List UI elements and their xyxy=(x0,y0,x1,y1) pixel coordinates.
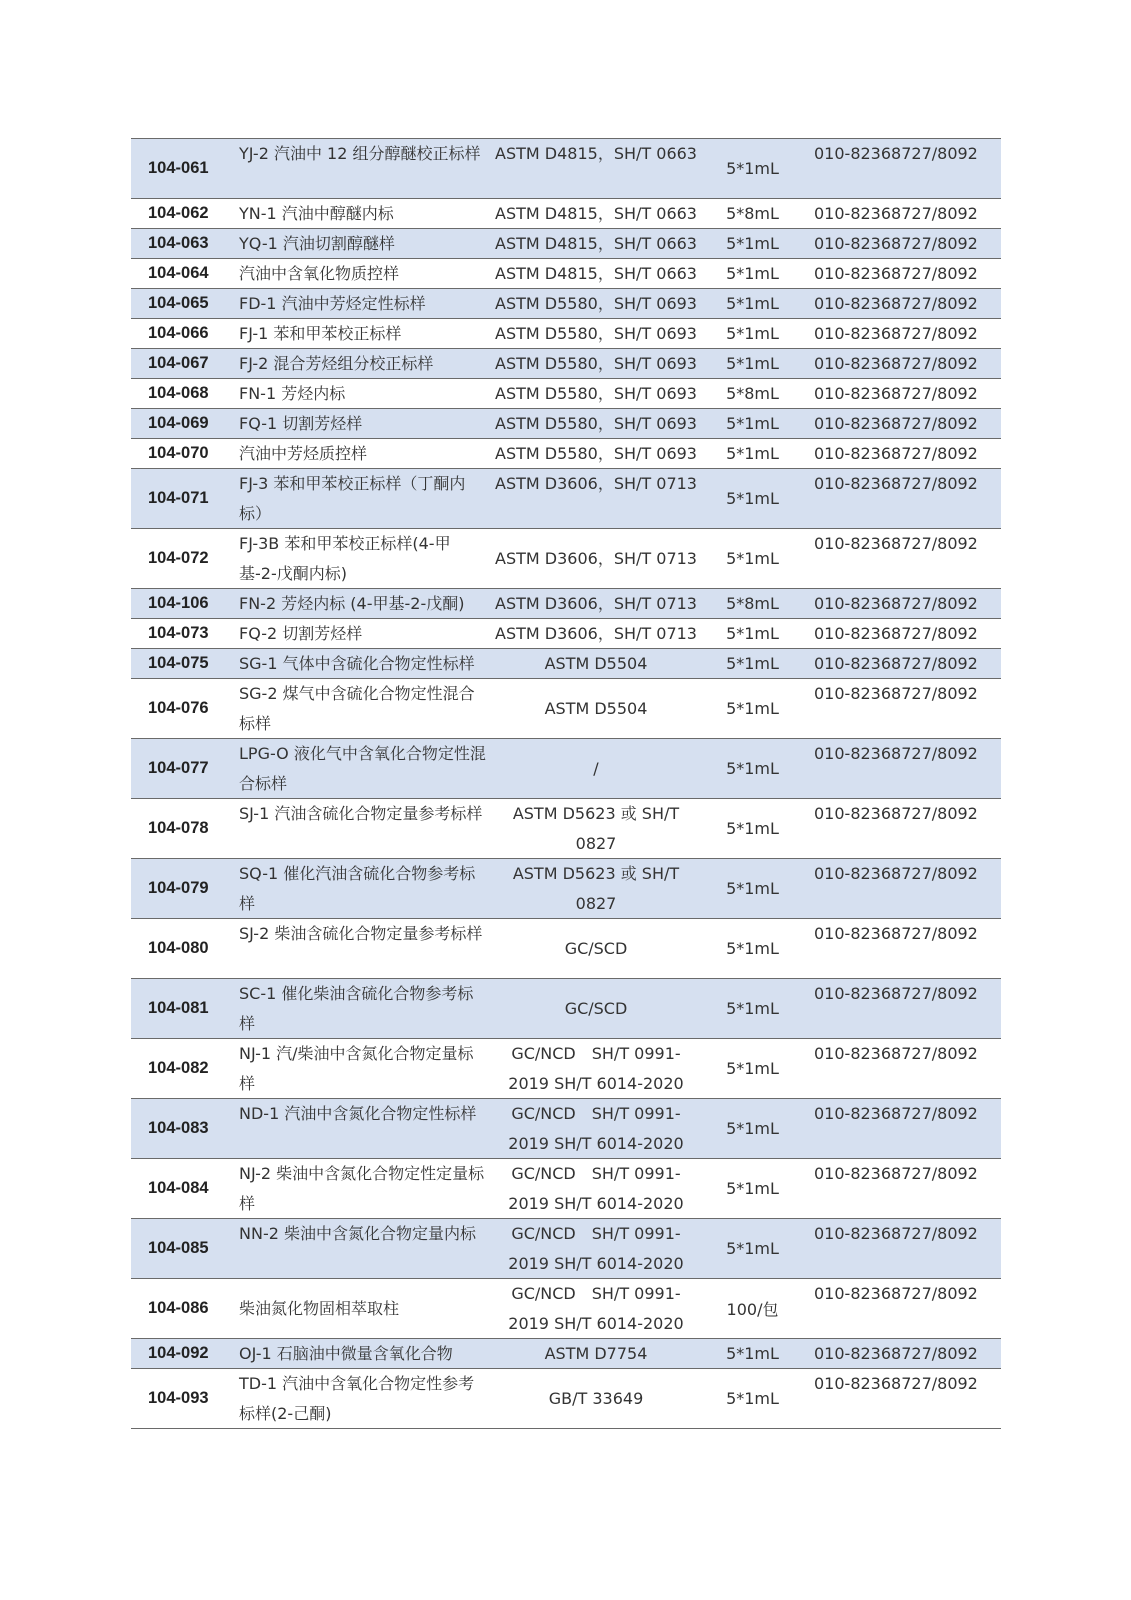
product-code: 104-077 xyxy=(148,759,209,777)
table-row xyxy=(131,739,1001,799)
product-name: SG-2 煤气中含硫化合物定性混合标样 xyxy=(239,684,475,733)
table-row xyxy=(131,439,1001,469)
table-row xyxy=(131,409,1001,439)
test-method: GC/NCD SH/T 0991-2019 SH/T 6014-2020 xyxy=(508,1103,684,1153)
table-row xyxy=(131,319,1001,349)
table-row xyxy=(131,379,1001,409)
product-code: 104-093 xyxy=(148,1389,209,1407)
test-method: ASTM D5580，SH/T 0693 xyxy=(495,353,697,373)
product-name: LPG-O 液化气中含氧化合物定性混合标样 xyxy=(239,744,486,793)
test-method: ASTM D3606，SH/T 0713 xyxy=(495,593,697,613)
package-spec: 5*1mL xyxy=(726,324,779,343)
table-row xyxy=(131,679,1001,739)
test-method: GC/SCD xyxy=(564,938,628,958)
package-spec: 5*1mL xyxy=(726,654,779,673)
product-code: 104-070 xyxy=(148,444,209,462)
contact-phone: 010-82368727/8092 xyxy=(814,1224,978,1243)
test-method: GC/NCD SH/T 0991-2019 SH/T 6014-2020 xyxy=(508,1043,684,1093)
table-row xyxy=(131,979,1001,1039)
table-row xyxy=(131,259,1001,289)
product-name: FD-1 汽油中芳烃定性标样 xyxy=(239,294,426,313)
table-row xyxy=(131,139,1001,199)
product-name: OJ-1 石脑油中微量含氧化合物 xyxy=(239,1344,453,1363)
product-code: 104-079 xyxy=(148,879,209,897)
product-code: 104-072 xyxy=(148,549,209,567)
test-method: GC/NCD SH/T 0991-2019 SH/T 6014-2020 xyxy=(508,1223,684,1273)
test-method: ASTM D4815，SH/T 0663 xyxy=(495,263,697,283)
package-spec: 5*1mL xyxy=(726,699,779,718)
product-table xyxy=(131,138,1001,1429)
test-method: ASTM D7754 xyxy=(544,1343,648,1363)
contact-phone: 010-82368727/8092 xyxy=(814,984,978,1003)
package-spec: 5*1mL xyxy=(726,1059,779,1078)
package-spec: 5*1mL xyxy=(726,999,779,1018)
contact-phone: 010-82368727/8092 xyxy=(814,654,978,673)
table-row xyxy=(131,1339,1001,1369)
test-method: ASTM D5623 或 SH/T 0827 xyxy=(512,803,680,853)
contact-phone: 010-82368727/8092 xyxy=(814,534,978,553)
table-row xyxy=(131,229,1001,259)
contact-phone: 010-82368727/8092 xyxy=(814,234,978,253)
product-name: FN-1 芳烃内标 xyxy=(239,384,346,403)
product-name: YN-1 汽油中醇醚内标 xyxy=(239,204,394,223)
table-row xyxy=(131,469,1001,529)
package-spec: 5*1mL xyxy=(726,1389,779,1408)
contact-phone: 010-82368727/8092 xyxy=(814,864,978,883)
package-spec: 5*1mL xyxy=(726,1239,779,1258)
package-spec: 5*1mL xyxy=(726,1119,779,1138)
test-method: ASTM D4815，SH/T 0663 xyxy=(495,203,697,223)
test-method: ASTM D5580，SH/T 0693 xyxy=(495,443,697,463)
test-method: GC/NCD SH/T 0991-2019 SH/T 6014-2020 xyxy=(508,1283,684,1333)
package-spec: 5*1mL xyxy=(726,819,779,838)
package-spec: 5*1mL xyxy=(726,354,779,373)
test-method: GC/NCD SH/T 0991-2019 SH/T 6014-2020 xyxy=(508,1163,684,1213)
product-code: 104-080 xyxy=(148,939,209,957)
test-method: ASTM D3606，SH/T 0713 xyxy=(495,474,697,493)
package-spec: 5*1mL xyxy=(726,489,779,508)
package-spec: 5*8mL xyxy=(726,204,779,223)
contact-phone: 010-82368727/8092 xyxy=(814,1104,978,1123)
test-method: ASTM D5580，SH/T 0693 xyxy=(495,383,697,403)
test-method: ASTM D4815，SH/T 0663 xyxy=(495,144,697,163)
product-name: FN-2 芳烃内标 (4-甲基-2-戊酮) xyxy=(239,594,465,613)
table-row xyxy=(131,1039,1001,1099)
test-method: ASTM D4815，SH/T 0663 xyxy=(495,233,697,253)
contact-phone: 010-82368727/8092 xyxy=(814,594,978,613)
table-row xyxy=(131,859,1001,919)
product-code: 104-092 xyxy=(148,1344,209,1362)
contact-phone: 010-82368727/8092 xyxy=(814,1164,978,1183)
package-spec: 5*1mL xyxy=(726,444,779,463)
product-name: FQ-2 切割芳烃样 xyxy=(239,624,363,643)
product-name: NJ-2 柴油中含氮化合物定性定量标样 xyxy=(239,1164,485,1213)
product-code: 104-078 xyxy=(148,819,209,837)
product-code: 104-071 xyxy=(148,489,209,507)
product-name: FJ-3 苯和甲苯校正标样（丁酮内标） xyxy=(239,474,466,523)
contact-phone: 010-82368727/8092 xyxy=(814,204,978,223)
test-method: ASTM D5580，SH/T 0693 xyxy=(495,323,697,343)
product-name: FJ-2 混合芳烃组分校正标样 xyxy=(239,354,434,373)
package-spec: 5*1mL xyxy=(726,759,779,778)
package-spec: 5*1mL xyxy=(726,879,779,898)
package-spec: 5*1mL xyxy=(726,294,779,313)
contact-phone: 010-82368727/8092 xyxy=(814,744,978,763)
package-spec: 5*1mL xyxy=(726,1179,779,1198)
product-code: 104-076 xyxy=(148,699,209,717)
product-code: 104-075 xyxy=(148,654,209,672)
contact-phone: 010-82368727/8092 xyxy=(814,414,978,433)
table-row xyxy=(131,289,1001,319)
test-method: ASTM D5504 xyxy=(544,698,648,718)
table-row xyxy=(131,649,1001,679)
contact-phone: 010-82368727/8092 xyxy=(814,384,978,403)
product-name: SJ-2 柴油含硫化合物定量参考标样 xyxy=(239,924,483,943)
test-method: ASTM D3606，SH/T 0713 xyxy=(495,548,697,568)
contact-phone: 010-82368727/8092 xyxy=(814,354,978,373)
contact-phone: 010-82368727/8092 xyxy=(814,1374,978,1393)
product-name: ND-1 汽油中含氮化合物定性标样 xyxy=(239,1104,477,1123)
product-name: SC-1 催化柴油含硫化合物参考标样 xyxy=(239,984,474,1033)
test-method: ASTM D3606，SH/T 0713 xyxy=(495,623,697,643)
table-row xyxy=(131,1219,1001,1279)
contact-phone: 010-82368727/8092 xyxy=(814,1284,978,1303)
product-name: TD-1 汽油中含氧化合物定性参考标样(2-己酮) xyxy=(239,1374,475,1423)
test-method: GC/SCD xyxy=(564,998,628,1018)
table-row xyxy=(131,349,1001,379)
product-name: SG-1 气体中含硫化合物定性标样 xyxy=(239,654,475,673)
package-spec: 5*1mL xyxy=(726,159,779,178)
product-name: FJ-3B 苯和甲苯校正标样(4-甲基-2-戊酮内标) xyxy=(239,534,451,583)
table-row xyxy=(131,529,1001,589)
product-code: 104-064 xyxy=(148,264,209,282)
test-method: / xyxy=(593,758,599,778)
product-code: 104-066 xyxy=(148,324,209,342)
contact-phone: 010-82368727/8092 xyxy=(814,264,978,283)
package-spec: 5*1mL xyxy=(726,264,779,283)
contact-phone: 010-82368727/8092 xyxy=(814,444,978,463)
test-method: ASTM D5504 xyxy=(544,653,648,673)
package-spec: 5*8mL xyxy=(726,384,779,403)
product-name: YJ-2 汽油中 12 组分醇醚校正标样 xyxy=(239,144,481,163)
product-code: 104-106 xyxy=(148,594,209,612)
contact-phone: 010-82368727/8092 xyxy=(814,804,978,823)
package-spec: 5*8mL xyxy=(726,594,779,613)
product-code: 104-065 xyxy=(148,294,209,312)
contact-phone: 010-82368727/8092 xyxy=(814,624,978,643)
table-row xyxy=(131,1369,1001,1429)
product-code: 104-067 xyxy=(148,354,209,372)
table-row xyxy=(131,619,1001,649)
product-name: NN-2 柴油中含氮化合物定量内标 xyxy=(239,1224,476,1243)
product-code: 104-086 xyxy=(148,1299,209,1317)
product-name: NJ-1 汽/柴油中含氮化合物定量标样 xyxy=(239,1044,474,1093)
product-name: YQ-1 汽油切割醇醚样 xyxy=(239,234,395,253)
test-method: ASTM D5623 或 SH/T 0827 xyxy=(512,863,680,913)
contact-phone: 010-82368727/8092 xyxy=(814,924,978,943)
product-code: 104-061 xyxy=(148,159,209,177)
product-code: 104-063 xyxy=(148,234,209,252)
package-spec: 5*1mL xyxy=(726,624,779,643)
table-row xyxy=(131,1279,1001,1339)
product-code: 104-085 xyxy=(148,1239,209,1257)
contact-phone: 010-82368727/8092 xyxy=(814,1344,978,1363)
product-code: 104-083 xyxy=(148,1119,209,1137)
product-code: 104-062 xyxy=(148,204,209,222)
test-method: ASTM D5580，SH/T 0693 xyxy=(495,413,697,433)
table-row xyxy=(131,1159,1001,1219)
product-name: 汽油中芳烃质控样 xyxy=(239,444,368,463)
contact-phone: 010-82368727/8092 xyxy=(814,1044,978,1063)
product-code: 104-082 xyxy=(148,1059,209,1077)
product-name: SQ-1 催化汽油含硫化合物参考标样 xyxy=(239,864,476,913)
package-spec: 5*1mL xyxy=(726,234,779,253)
product-code: 104-069 xyxy=(148,414,209,432)
test-method: ASTM D5580，SH/T 0693 xyxy=(495,293,697,313)
product-name: 汽油中含氧化物质控样 xyxy=(239,264,400,283)
product-code: 104-068 xyxy=(148,384,209,402)
contact-phone: 010-82368727/8092 xyxy=(814,324,978,343)
table-row xyxy=(131,199,1001,229)
product-name: SJ-1 汽油含硫化合物定量参考标样 xyxy=(239,804,483,823)
contact-phone: 010-82368727/8092 xyxy=(814,144,978,163)
product-code: 104-081 xyxy=(148,999,209,1017)
product-code: 104-084 xyxy=(148,1179,209,1197)
product-code: 104-073 xyxy=(148,624,209,642)
package-spec: 5*1mL xyxy=(726,1344,779,1363)
table-row xyxy=(131,589,1001,619)
table-row xyxy=(131,1099,1001,1159)
package-spec: 5*1mL xyxy=(726,939,779,958)
table-row xyxy=(131,919,1001,979)
contact-phone: 010-82368727/8092 xyxy=(814,294,978,313)
table-row xyxy=(131,799,1001,859)
package-spec: 5*1mL xyxy=(726,549,779,568)
contact-phone: 010-82368727/8092 xyxy=(814,684,978,703)
test-method: GB/T 33649 xyxy=(548,1388,644,1408)
product-name: 柴油氮化物固相萃取柱 xyxy=(239,1298,400,1318)
package-spec: 5*1mL xyxy=(726,414,779,433)
package-spec: 100/包 xyxy=(726,1300,779,1319)
product-name: FQ-1 切割芳烃样 xyxy=(239,414,363,433)
contact-phone: 010-82368727/8092 xyxy=(814,474,978,493)
product-name: FJ-1 苯和甲苯校正标样 xyxy=(239,324,402,343)
